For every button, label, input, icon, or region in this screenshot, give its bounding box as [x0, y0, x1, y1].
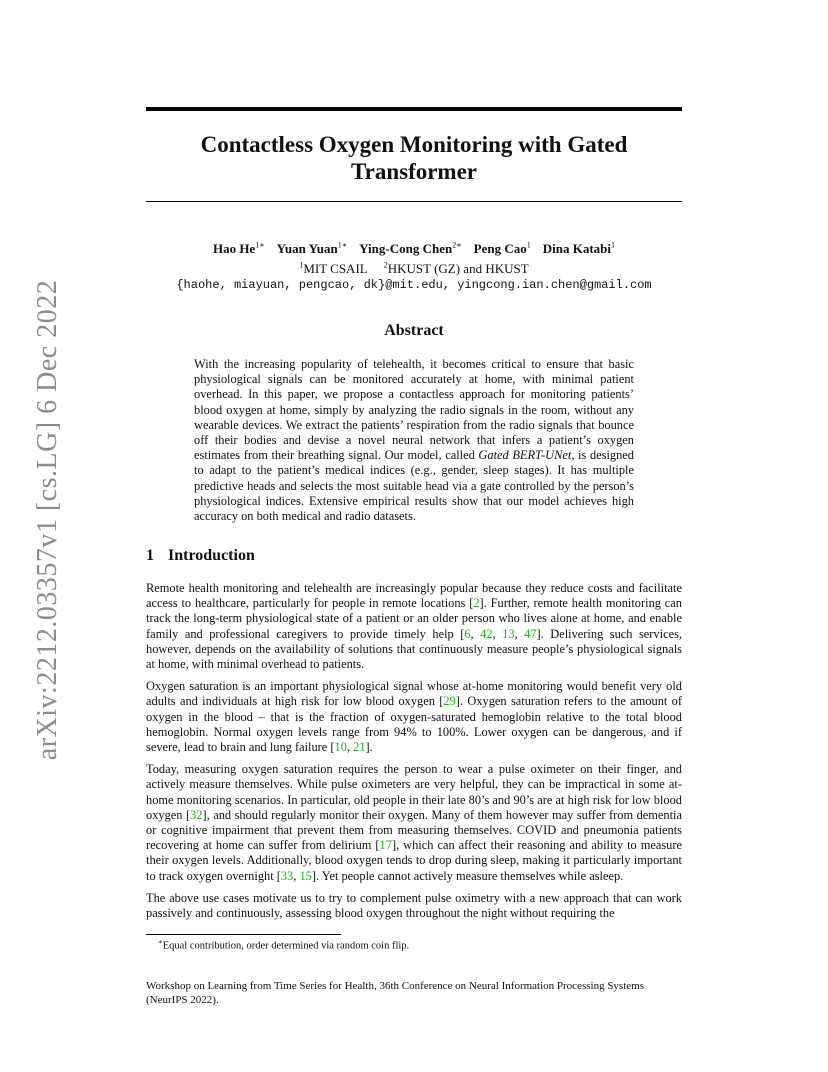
citation-link[interactable]: 33: [280, 868, 294, 883]
citation-link[interactable]: 10: [334, 740, 347, 755]
section-heading: [146, 547, 255, 565]
citation-link[interactable]: 13: [502, 626, 515, 641]
section-title: Introduction: [168, 547, 255, 564]
citation-link[interactable]: 2: [473, 596, 480, 611]
abstract-heading: Abstract: [384, 322, 444, 339]
author-name: Dina Katabi$^1$: [542, 241, 616, 257]
author-affiliation-mark: 1∗: [337, 241, 348, 250]
footnote-text: Equal contribution, order determined via random coin flip.: [162, 940, 410, 952]
affiliation: $^1$MIT CSAIL: [299, 260, 368, 276]
title-line-2: Transformer: [350, 159, 478, 184]
author-affiliation-mark: 1∗: [255, 241, 265, 250]
author-name: Hao $He^{1∗}$: [212, 241, 265, 257]
citation-link[interactable]: 29: [443, 694, 456, 709]
affiliation: $^2$HKUST (GZ) and HKUST: [383, 260, 529, 276]
author-emails: {haohe, miayuan, pengcao, dk}@mit.edu, yingcong.ian.chen@gmail.com: [176, 277, 652, 292]
citation-link[interactable]: 47: [524, 626, 537, 641]
citation-link[interactable]: 32: [190, 807, 203, 822]
author-name: Peng Cao$^1$: [473, 241, 531, 257]
author-names: [146, 238, 682, 257]
arxiv-stamp: arXiv:2212.03357v1 [cs.LG] 6 Dec 2022: [32, 279, 63, 761]
affiliation-mark: 1: [299, 260, 304, 270]
body-paragraph: Oxygen saturation is an important physiological signal whose at-home monitoring would benefit very old adults and individuals at high risk for low blood oxygen [29]. Oxygen saturation refers to the amount of oxygen in the blood – that is the fraction of oxygen-saturated hemoglobin relative to the total blood hemoglobin. Normal oxygen levels range from 94% to 100%. Lower oxygen can be dangerous, and if severe, lead to brain and lung failure [10, 21].: [146, 679, 682, 755]
title-top-rule: [146, 107, 682, 111]
title-line-1: Contactless Oxygen Monitoring with Gated: [200, 132, 628, 157]
venue-note: Workshop on Learning from Time Series for Health, 36th Conference on Neural Information Processing Systems (NeurIPS 2022).: [146, 980, 644, 1006]
author-block: [146, 238, 682, 293]
author-name: Ying-Cong Chen$^{2∗}$: [359, 241, 462, 257]
body-paragraph: Today, measuring oxygen saturation requires the person to wear a pulse oximeter on their finger, and actively measure themselves. While pulse oximeters are very helpful, they can be impractical in some at-home monitoring scenarios. In particular, old people in their late 80’s and 90’s are at high risk for low blood oxygen [32], and should regularly monitor their oxygen. Many of them however may suffer from dementia or cognitive impairment that prevent them from measuring themselves. COVID and pneumonia patients recovering at home can suffer from delirium [17], which can affect their reasoning and ability to measure their oxygen levels. Additionally, blood oxygen tends to drop during sleep, making it particularly important to track oxygen overnight [33, 15]. Yet people cannot actively measure themselves while asleep.: [146, 762, 683, 883]
footnote-rule: [146, 934, 341, 935]
author-affiliation-mark: 2∗: [452, 241, 462, 250]
body-paragraph: The above use cases motivate us to try to complement pulse oximetry with a new approach that can work passively and continuously, assessing blood oxygen throughout the night without requiring the: [146, 890, 682, 921]
section-number: 1: [146, 547, 154, 564]
author-affiliation-mark: 1: [526, 241, 531, 250]
introduction-body: [146, 581, 682, 928]
author-affiliation-mark: 1: [611, 241, 616, 250]
affiliation-mark: 2: [383, 260, 388, 270]
citation-link[interactable]: 15: [299, 868, 312, 883]
citation-link[interactable]: 21: [353, 740, 366, 755]
citation-link[interactable]: 6: [464, 626, 471, 641]
paper-title: [146, 131, 682, 185]
affiliations: [146, 257, 682, 276]
model-name: Gated BERT-UNet: [478, 448, 572, 463]
body-paragraph: Remote health monitoring and telehealth are increasingly popular because they reduce costs and facilitate access to healthcare, particularly for people in remote locations [2]. Further, remote health monitoring can track the long-term physiological state of a patient or an older person who lives alone at home, and enable family and professional caregivers to provide timely help [6, 42, 13, 47]. Delivering such services, however, depends on the availability of solutions that continuously measure people’s physiological signals at home, with minimal overhead to patients.: [146, 581, 682, 672]
citation-link[interactable]: 42: [480, 626, 493, 641]
abstract-text: With the increasing popularity of telehealth, it becomes critical to ensure that basic physiological signals can be monitored accurately at home, with minimal patient overhead. In this paper, we propose a contactless approach for monitoring patients’ blood oxygen at home, simply by analyzing the radio signals in the room, without any wearable devices. We extract the patients’ respiration from the radio signals that bounce off their bodies and devise a novel neural network that infers a patient’s oxygen estimates from their breathing signal. Our model, called Gated BERT-UNet, is designed to adapt to the patient’s medical indices (e.g., gender, sleep stages). It has multiple predictive heads and selects the most suitable head via a gate controlled by the person’s physiological indices. Extensive empirical results show that our model achieves high accuracy on both medical and radio datasets.: [194, 357, 634, 524]
footnote-mark: ∗: [158, 938, 163, 946]
author-name: Yuan Yuan$^{1∗}$: [276, 241, 348, 257]
title-bottom-rule: [146, 201, 682, 202]
footnote: [158, 938, 409, 952]
citation-link[interactable]: 17: [379, 838, 392, 853]
